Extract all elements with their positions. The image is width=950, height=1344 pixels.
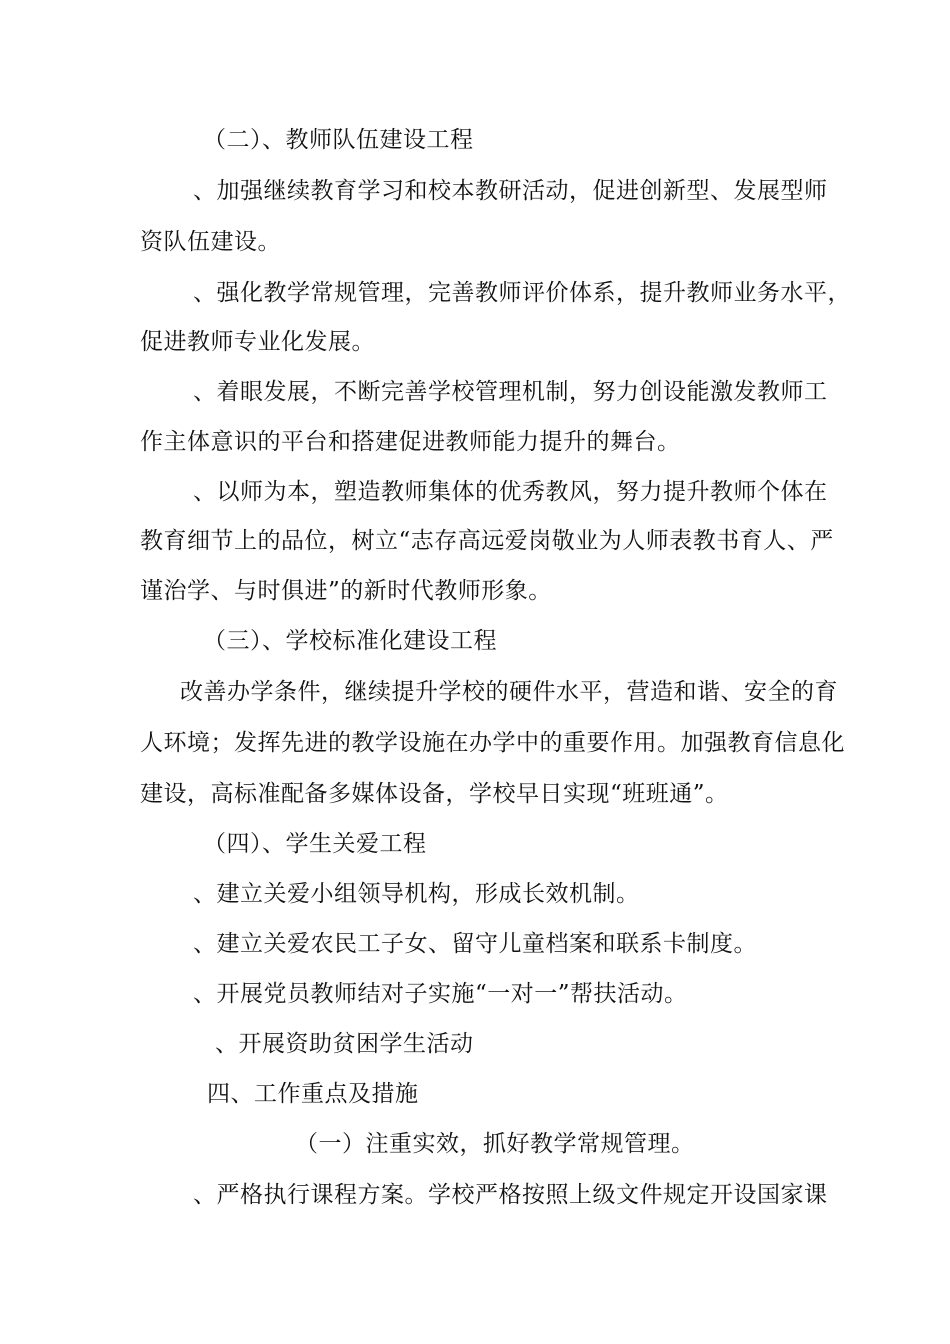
paragraph-line: 人环境；发挥先进的教学设施在办学中的重要作用。加强教育信息化 — [140, 730, 845, 756]
paragraph-line: 改善办学条件，继续提升学校的硬件水平，营造和谐、安全的育 — [180, 679, 838, 705]
section-heading: 四、工作重点及措施 — [207, 1081, 419, 1107]
section-heading: （四）、学生关爱工程 — [203, 831, 427, 857]
section-heading: （二）、教师队伍建设工程 — [203, 127, 474, 153]
paragraph-line: 、开展资助贫困学生活动 — [215, 1031, 474, 1057]
paragraph-line: 、开展党员教师结对子实施“一对一”帮扶活动。 — [193, 981, 688, 1007]
paragraph-line: 、强化教学常规管理，完善教师评价体系，提升教师业务水平， — [193, 280, 851, 306]
paragraph-line: 建设，高标准配备多媒体设备，学校早日实现“班班通”。 — [140, 781, 729, 807]
section-heading: （三）、学校标准化建设工程 — [203, 628, 497, 654]
paragraph-line: 、着眼发展，不断完善学校管理机制，努力创设能激发教师工 — [193, 379, 828, 405]
paragraph-line: 、建立关爱小组领导机构，形成长效机制。 — [193, 881, 640, 907]
paragraph-line: 、以师为本，塑造教师集体的优秀教风，努力提升教师个体在 — [193, 479, 828, 505]
paragraph-line: 教育细节上的品位，树立“志存高远爱岗敬业为人师表教书育人、严 — [140, 528, 834, 554]
paragraph-line: 、加强继续教育学习和校本教研活动，促进创新型、发展型师 — [193, 178, 828, 204]
paragraph-line: 、建立关爱农民工子女、留守儿童档案和联系卡制度。 — [193, 931, 757, 957]
paragraph-line: 、严格执行课程方案。学校严格按照上级文件规定开设国家课 — [193, 1182, 828, 1208]
paragraph-line: 促进教师专业化发展。 — [140, 329, 375, 355]
paragraph-line: 作主体意识的平台和搭建促进教师能力提升的舞台。 — [140, 429, 681, 455]
paragraph-line: 谨治学、与时俱进”的新时代教师形象。 — [140, 578, 552, 604]
paragraph-line: 资队伍建设。 — [140, 229, 281, 255]
subsection-heading: （一）注重实效，抓好教学常规管理。 — [295, 1131, 695, 1157]
